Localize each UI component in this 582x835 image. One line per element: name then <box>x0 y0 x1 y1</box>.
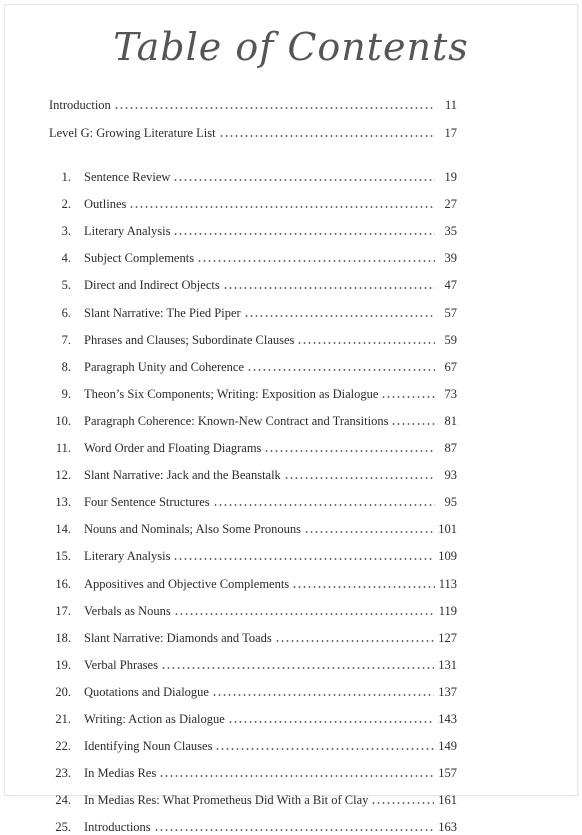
toc-page <box>5 5 577 835</box>
entry-title: In Medias Res <box>84 766 157 781</box>
toc-entry <box>49 246 457 266</box>
entry-title: Slant Narrative: Jack and the Beanstalk <box>84 468 281 483</box>
dot-leader <box>212 694 434 696</box>
toc-entry <box>49 572 457 592</box>
entry-title: Introduction <box>49 98 111 112</box>
entry-title: Introductions <box>84 820 151 835</box>
page-number: 59 <box>444 332 457 347</box>
page-number: 149 <box>438 739 457 754</box>
entry-title: Phrases and Clauses; Subordinate Clauses <box>84 332 295 347</box>
chapter-number: 2. <box>61 197 71 212</box>
toc-entry <box>49 463 457 483</box>
page-number: 57 <box>444 305 457 320</box>
toc-entry <box>49 761 457 781</box>
dot-leader <box>213 504 435 506</box>
page-number: 161 <box>438 793 457 808</box>
chapter-number: 9. <box>61 386 71 401</box>
entry-title: Literary Analysis <box>84 224 171 239</box>
toc-entry <box>49 93 457 113</box>
chapter-number: 11. <box>55 441 71 455</box>
chapter-number: 18. <box>55 630 71 645</box>
toc-entry <box>49 653 457 673</box>
chapter-number: 25. <box>55 820 71 835</box>
entry-title: Level G: Growing Literature List <box>49 126 216 140</box>
toc-entry <box>49 626 457 646</box>
page-number: 39 <box>444 251 457 266</box>
toc-entry <box>49 734 457 754</box>
toc-entry <box>49 544 457 564</box>
entry-title: Paragraph Coherence: Known-New Contract and Transitions <box>84 413 389 428</box>
chapter-number: 13. <box>55 495 71 510</box>
dot-leader <box>297 342 435 344</box>
page-number: 11 <box>444 98 457 112</box>
entry-title: Word Order and Floating Diagrams <box>84 441 262 455</box>
entry-title: Paragraph Unity and Coherence <box>84 359 245 374</box>
page-number: 109 <box>438 549 457 564</box>
chapter-number: 24. <box>55 793 71 808</box>
toc-entry <box>49 301 457 321</box>
toc-entry <box>49 707 457 727</box>
chapter-number: 21. <box>55 712 71 726</box>
entry-title: Four Sentence Structures <box>84 495 210 510</box>
entry-title: Slant Narrative: The Pied Piper <box>84 305 241 320</box>
chapter-number: 12. <box>55 468 71 483</box>
entry-title: Nouns and Nominals; Also Some Pronouns <box>84 522 302 537</box>
entry-title: Sentence Review <box>84 170 171 184</box>
chapter-number: 14. <box>55 522 71 537</box>
chapter-number: 16. <box>55 576 71 591</box>
dot-leader <box>228 721 434 723</box>
dot-leader <box>114 107 435 109</box>
chapter-number: 10. <box>55 413 71 428</box>
page-number: 131 <box>438 657 457 672</box>
chapter-number: 23. <box>55 766 71 781</box>
dot-leader <box>159 775 434 777</box>
chapter-number: 1. <box>61 170 71 184</box>
dot-leader <box>264 450 435 452</box>
dot-leader <box>173 179 435 181</box>
entry-title: In Medias Res: What Prometheus Did With a Bit of Clay <box>84 793 369 808</box>
toc-entry <box>49 192 457 212</box>
dot-leader <box>275 640 435 642</box>
page-number: 67 <box>444 359 457 374</box>
entry-title: Verbals as Nouns <box>84 603 171 618</box>
toc-entry <box>49 436 457 456</box>
entry-title: Verbal Phrases <box>84 657 158 672</box>
toc-entry <box>49 219 457 239</box>
dot-leader <box>223 287 435 289</box>
entry-title: Subject Complements <box>84 251 195 266</box>
dot-leader <box>173 558 434 560</box>
dot-leader <box>154 829 435 831</box>
page-number: 163 <box>438 820 457 835</box>
chapter-number: 15. <box>55 549 71 564</box>
page-number: 101 <box>438 522 457 537</box>
dot-leader <box>244 315 435 317</box>
page-number: 17 <box>444 126 457 140</box>
toc-entry <box>49 788 457 808</box>
toc-entry <box>49 328 457 348</box>
page-number: 137 <box>438 684 457 699</box>
toc-entry <box>49 599 457 619</box>
page-number: 113 <box>438 576 457 591</box>
page-number: 95 <box>444 495 457 510</box>
dot-leader <box>381 396 435 398</box>
entry-title: Literary Analysis <box>84 549 171 564</box>
chapter-number: 6. <box>61 305 71 320</box>
chapter-number: 19. <box>55 657 71 672</box>
page-number: 73 <box>444 386 457 401</box>
toc-entry <box>49 121 457 141</box>
entry-title: Theon’s Six Components; Writing: Exposition as Dialogue <box>84 386 379 401</box>
entry-title: Quotations and Dialogue <box>84 684 209 699</box>
page-number: 87 <box>444 441 457 455</box>
dot-leader <box>197 260 435 262</box>
chapter-number: 4. <box>61 251 71 266</box>
toc-entry <box>49 355 457 375</box>
chapter-number: 17. <box>55 603 71 618</box>
dot-leader <box>215 748 434 750</box>
dot-leader <box>292 586 435 588</box>
page-number: 119 <box>438 603 457 618</box>
toc-entry <box>49 165 457 185</box>
chapter-number: 5. <box>61 278 71 293</box>
entry-title: Direct and Indirect Objects <box>84 278 220 293</box>
entry-title: Appositives and Objective Complements <box>84 576 290 591</box>
chapter-number: 22. <box>55 739 71 754</box>
entry-title: Outlines <box>84 197 127 212</box>
toc-entry <box>49 382 457 402</box>
dot-leader <box>219 135 435 137</box>
toc-entry <box>49 273 457 293</box>
chapter-number: 20. <box>55 684 71 699</box>
page-number: 19 <box>444 170 457 184</box>
toc-entry <box>49 490 457 510</box>
toc-entry <box>49 517 457 537</box>
toc-entry <box>49 409 457 429</box>
page-number: 143 <box>438 712 457 726</box>
page-number: 157 <box>438 766 457 781</box>
dot-leader <box>129 206 435 208</box>
dot-leader <box>371 802 434 804</box>
page-number: 47 <box>444 278 457 293</box>
chapter-number: 7. <box>61 332 71 347</box>
dot-leader <box>284 477 435 479</box>
dot-leader <box>174 613 435 615</box>
page-number: 27 <box>444 197 457 212</box>
dot-leader <box>173 233 435 235</box>
toc-entry <box>49 680 457 700</box>
chapter-number: 3. <box>61 224 71 239</box>
dot-leader <box>247 369 435 371</box>
entry-title: Slant Narrative: Diamonds and Toads <box>84 630 272 645</box>
dot-leader <box>161 667 434 669</box>
entry-title: Identifying Noun Clauses <box>84 739 213 754</box>
page-number: 81 <box>444 413 457 428</box>
dot-leader <box>304 531 434 533</box>
dot-leader <box>391 423 435 425</box>
page-number: 93 <box>444 468 457 483</box>
page-number: 35 <box>444 224 457 239</box>
page-number: 127 <box>438 630 457 645</box>
entry-title: Writing: Action as Dialogue <box>84 712 225 726</box>
toc-entry <box>49 815 457 835</box>
chapter-number: 8. <box>61 359 71 374</box>
page-title: Table of Contents <box>113 25 469 69</box>
